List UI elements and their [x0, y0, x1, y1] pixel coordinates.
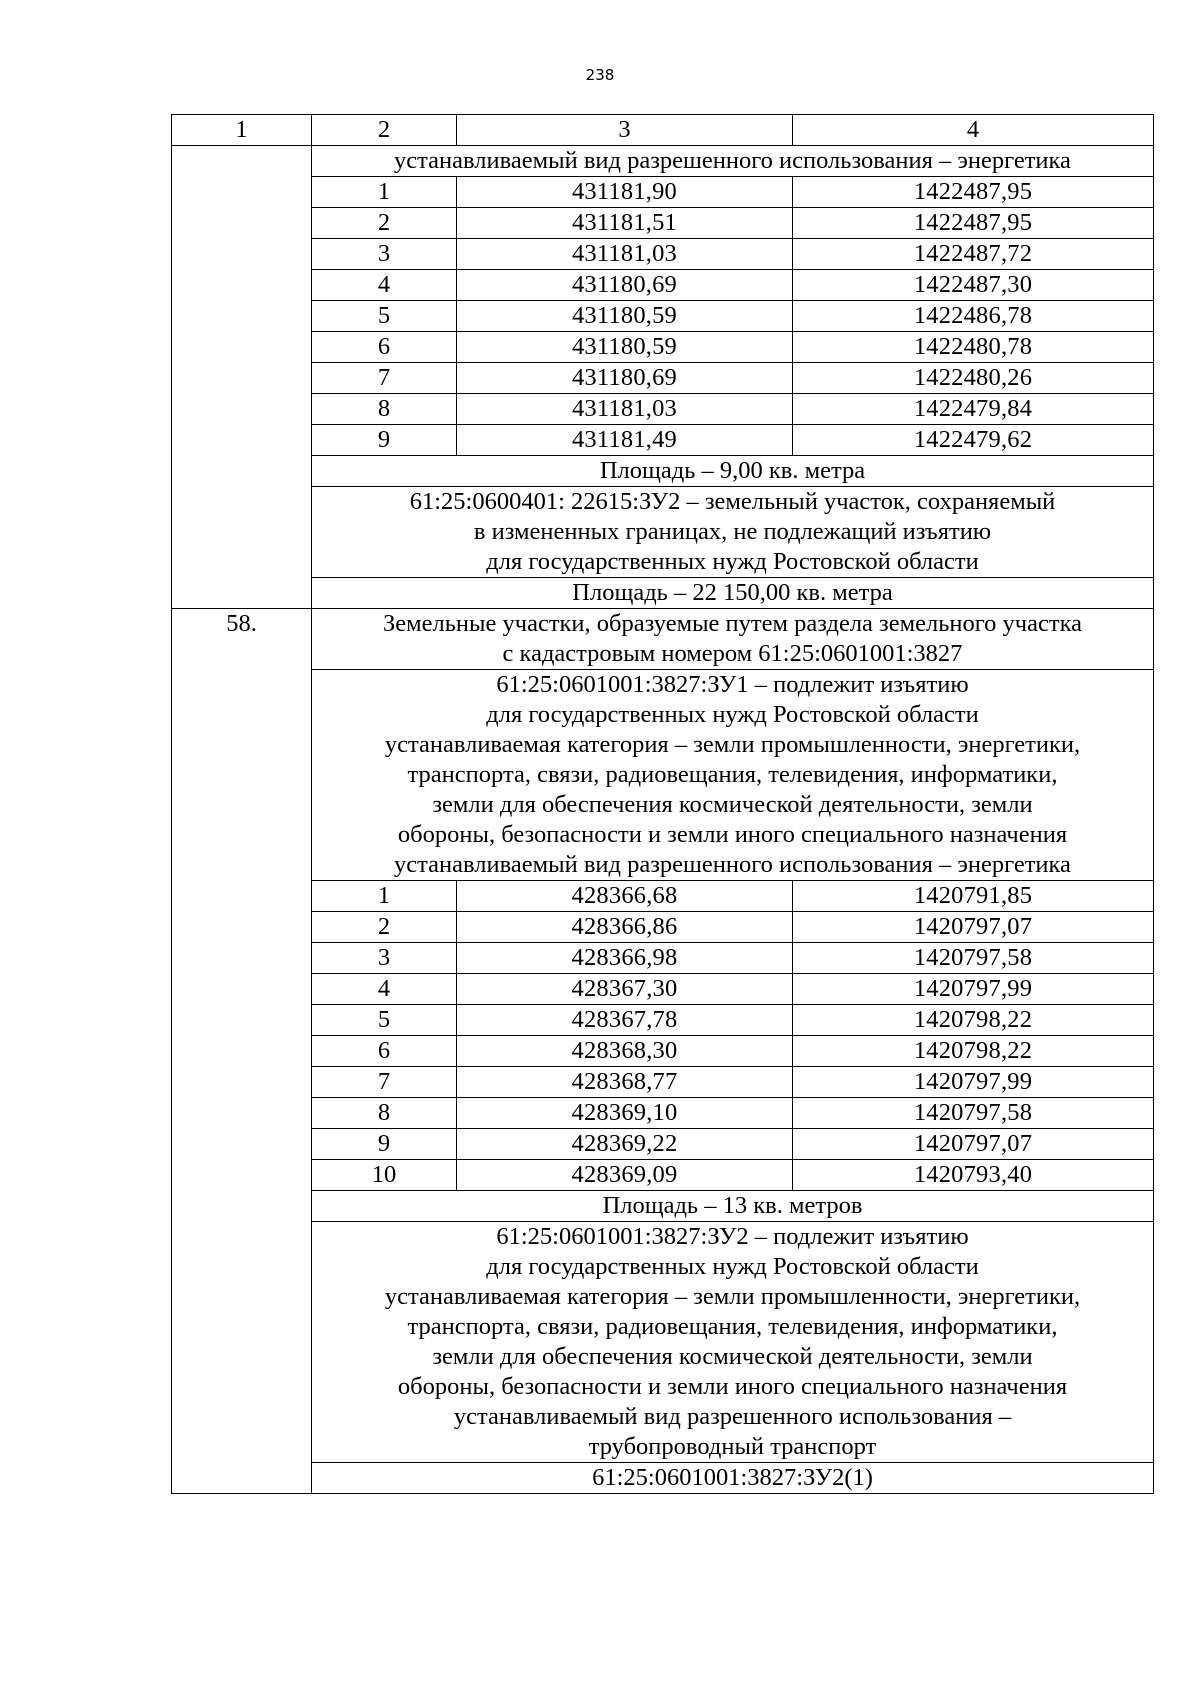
point-number: 9: [312, 425, 457, 456]
point-number: 10: [312, 1160, 457, 1191]
y-coordinate: 1422487,95: [793, 177, 1154, 208]
header-row: [172, 115, 1154, 146]
x-coordinate: 431180,59: [457, 301, 793, 332]
point-number: 4: [312, 270, 457, 301]
point-number: 4: [312, 974, 457, 1005]
text-line: устанавливаемый вид разрешенного использования – энергетика: [394, 851, 1071, 878]
x-coordinate: 431180,69: [457, 270, 793, 301]
area-row: [172, 578, 1154, 609]
text-line: устанавливаемая категория – земли промышленности, энергетики,: [384, 731, 1081, 758]
plot-description-row: [172, 1222, 1154, 1463]
x-coordinate: 431181,03: [457, 239, 793, 270]
use-line: устанавливаемый вид разрешенного использования – энергетика: [312, 146, 1154, 177]
point-number: 5: [312, 301, 457, 332]
point-number: 3: [312, 943, 457, 974]
table-row: [172, 974, 1154, 1005]
x-coordinate: 431181,90: [457, 177, 793, 208]
area-text: Площадь – 9,00 кв. метра: [312, 456, 1154, 487]
plot-description-row: [172, 670, 1154, 881]
number-cell-empty: [172, 1129, 312, 1160]
number-cell-empty: [172, 487, 312, 578]
number-cell-empty: [172, 670, 312, 881]
table-row: [172, 363, 1154, 394]
text-line: с кадастровым номером 61:25:0601001:3827: [502, 640, 963, 667]
number-cell-empty: [172, 1067, 312, 1098]
sub-plot-row: [172, 1463, 1154, 1494]
header-cell: 1: [172, 115, 312, 146]
header-cell: 2: [312, 115, 457, 146]
y-coordinate: 1422480,78: [793, 332, 1154, 363]
sub-plot-id: 61:25:0601001:3827:ЗУ2(1): [312, 1463, 1154, 1494]
y-coordinate: 1420797,07: [793, 912, 1154, 943]
point-number: 2: [312, 912, 457, 943]
y-coordinate: 1420791,85: [793, 881, 1154, 912]
table-row: [172, 239, 1154, 270]
text-line: в измененных границах, не подлежащий изъятию: [473, 518, 992, 545]
area-row: [172, 1191, 1154, 1222]
y-coordinate: 1420797,58: [793, 943, 1154, 974]
text-line: Земельные участки, образуемые путем раздела земельного участка: [383, 610, 1082, 637]
number-cell-empty: [172, 1036, 312, 1067]
number-cell-empty: [172, 912, 312, 943]
y-coordinate: 1420797,07: [793, 1129, 1154, 1160]
x-coordinate: 428369,10: [457, 1098, 793, 1129]
number-cell-empty: [172, 177, 312, 208]
point-number: 9: [312, 1129, 457, 1160]
table-row: [172, 1036, 1154, 1067]
number-cell-empty: [172, 1005, 312, 1036]
number-cell-empty: [172, 578, 312, 609]
number-cell-empty: [172, 363, 312, 394]
text-line: для государственных нужд Ростовской области: [486, 1253, 979, 1280]
number-cell-empty: [172, 1463, 312, 1494]
table-row: [172, 301, 1154, 332]
number-cell-empty: [172, 301, 312, 332]
text-line: 61:25:0601001:3827:ЗУ1 – подлежит изъятию: [496, 671, 969, 698]
number-cell-empty: [172, 239, 312, 270]
text-line: 61:25:0601001:3827:ЗУ2 – подлежит изъятию: [496, 1223, 969, 1250]
x-coordinate: 428369,09: [457, 1160, 793, 1191]
y-coordinate: 1422479,62: [793, 425, 1154, 456]
number-cell-empty: [172, 332, 312, 363]
plot-zu1-description: [312, 670, 1154, 881]
text-line: устанавливаемая категория – земли промышленности, энергетики,: [384, 1283, 1081, 1310]
text-line: земли для обеспечения космической деятельности, земли: [432, 791, 1033, 818]
plot-zu2-description: [312, 1222, 1154, 1463]
table-row: [172, 1098, 1154, 1129]
use-line-row: [172, 146, 1154, 177]
table-row: [172, 1160, 1154, 1191]
text-line: обороны, безопасности и земли иного специального назначения: [397, 821, 1068, 848]
item-title-row: [172, 609, 1154, 670]
page-number: 238: [585, 66, 615, 84]
text-line: транспорта, связи, радиовещания, телевидения, информатики,: [407, 1313, 1058, 1340]
item-title: [312, 609, 1154, 670]
number-cell-empty: [172, 1098, 312, 1129]
y-coordinate: 1420797,58: [793, 1098, 1154, 1129]
number-cell-empty: [172, 394, 312, 425]
point-number: 6: [312, 1036, 457, 1067]
text-line: обороны, безопасности и земли иного специального назначения: [397, 1373, 1068, 1400]
retained-row: [172, 487, 1154, 578]
point-number: 8: [312, 1098, 457, 1129]
y-coordinate: 1422479,84: [793, 394, 1154, 425]
x-coordinate: 431181,51: [457, 208, 793, 239]
y-coordinate: 1422487,72: [793, 239, 1154, 270]
number-cell-empty: [172, 456, 312, 487]
table-row: [172, 332, 1154, 363]
text-line: устанавливаемый вид разрешенного использования –: [453, 1403, 1012, 1430]
x-coordinate: 431180,69: [457, 363, 793, 394]
table-row: [172, 270, 1154, 301]
number-cell-empty: [172, 1191, 312, 1222]
table-row: [172, 1129, 1154, 1160]
x-coordinate: 428366,98: [457, 943, 793, 974]
retained-plot-text: [312, 487, 1154, 578]
point-number: 6: [312, 332, 457, 363]
point-number: 3: [312, 239, 457, 270]
x-coordinate: 428368,30: [457, 1036, 793, 1067]
y-coordinate: 1422480,26: [793, 363, 1154, 394]
table-row: [172, 177, 1154, 208]
y-coordinate: 1420798,22: [793, 1005, 1154, 1036]
table-row: [172, 208, 1154, 239]
number-cell-empty: [172, 974, 312, 1005]
table-row: [172, 425, 1154, 456]
text-line: транспорта, связи, радиовещания, телевидения, информатики,: [407, 761, 1058, 788]
number-cell-empty: [172, 146, 312, 177]
point-number: 2: [312, 208, 457, 239]
number-cell-empty: [172, 208, 312, 239]
table-row: [172, 943, 1154, 974]
text-line: трубопроводный транспорт: [588, 1433, 877, 1460]
y-coordinate: 1422487,30: [793, 270, 1154, 301]
header-cell: 3: [457, 115, 793, 146]
area-text: Площадь – 13 кв. метров: [312, 1191, 1154, 1222]
text-line: для государственных нужд Ростовской области: [486, 701, 979, 728]
area-text: Площадь – 22 150,00 кв. метра: [312, 578, 1154, 609]
table-row: [172, 912, 1154, 943]
table-row: [172, 394, 1154, 425]
point-number: 8: [312, 394, 457, 425]
y-coordinate: 1420797,99: [793, 974, 1154, 1005]
text-line: 61:25:0600401: 22615:ЗУ2 – земельный участок, сохраняемый: [409, 488, 1056, 515]
point-number: 7: [312, 1067, 457, 1098]
x-coordinate: 428367,30: [457, 974, 793, 1005]
number-cell-empty: [172, 425, 312, 456]
x-coordinate: 428368,77: [457, 1067, 793, 1098]
coordinates-table: [171, 114, 1154, 1494]
text-line: земли для обеспечения космической деятельности, земли: [432, 1343, 1033, 1370]
x-coordinate: 428366,86: [457, 912, 793, 943]
x-coordinate: 428369,22: [457, 1129, 793, 1160]
x-coordinate: 431181,49: [457, 425, 793, 456]
text-line: для государственных нужд Ростовской области: [486, 548, 979, 575]
point-number: 7: [312, 363, 457, 394]
y-coordinate: 1422486,78: [793, 301, 1154, 332]
item-number: 58.: [172, 609, 312, 670]
y-coordinate: 1420793,40: [793, 1160, 1154, 1191]
y-coordinate: 1422487,95: [793, 208, 1154, 239]
y-coordinate: 1420798,22: [793, 1036, 1154, 1067]
number-cell-empty: [172, 1222, 312, 1463]
table-row: [172, 881, 1154, 912]
x-coordinate: 428367,78: [457, 1005, 793, 1036]
table-row: [172, 1005, 1154, 1036]
point-number: 5: [312, 1005, 457, 1036]
number-cell-empty: [172, 881, 312, 912]
y-coordinate: 1420797,99: [793, 1067, 1154, 1098]
header-cell: 4: [793, 115, 1154, 146]
x-coordinate: 428366,68: [457, 881, 793, 912]
point-number: 1: [312, 177, 457, 208]
number-cell-empty: [172, 943, 312, 974]
point-number: 1: [312, 881, 457, 912]
x-coordinate: 431181,03: [457, 394, 793, 425]
table-row: [172, 1067, 1154, 1098]
number-cell-empty: [172, 1160, 312, 1191]
x-coordinate: 431180,59: [457, 332, 793, 363]
number-cell-empty: [172, 270, 312, 301]
area-row: [172, 456, 1154, 487]
